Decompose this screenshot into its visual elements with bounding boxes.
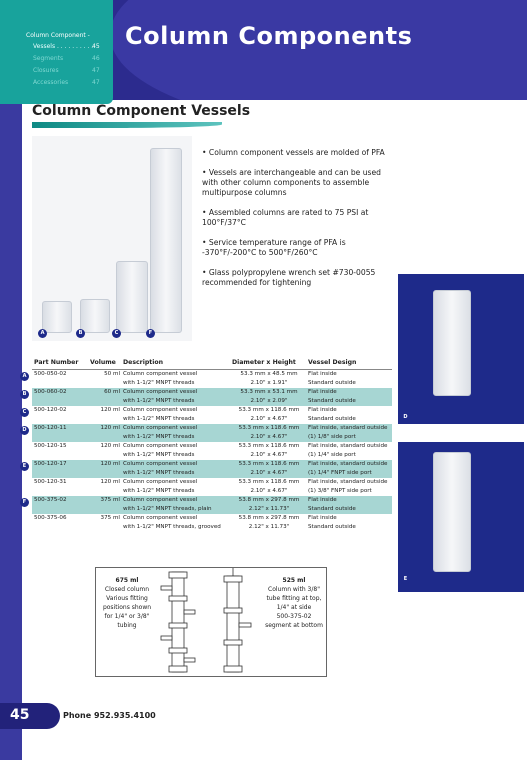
right-column-drawing xyxy=(224,568,251,672)
cell-line: 53.8 mm x 297.8 mm xyxy=(238,497,300,503)
cell-line: Column component vessel xyxy=(123,425,198,431)
table-cell xyxy=(90,460,120,469)
photo-label-e: E xyxy=(401,575,410,584)
photo-label-d: D xyxy=(401,413,410,422)
cell-line: Column component vessel xyxy=(123,371,198,377)
table-cell xyxy=(308,478,392,495)
table-cell xyxy=(34,370,89,379)
vessel-e xyxy=(433,452,471,572)
table-cell xyxy=(90,478,120,487)
row-marker: A xyxy=(20,372,29,381)
table-cell xyxy=(308,496,392,513)
table-row xyxy=(22,406,392,424)
cell-line: 2.10" x 4.67" xyxy=(250,469,288,476)
cell-line: 2.10" x 4.67" xyxy=(250,487,288,494)
diagram-left-line: Closed column xyxy=(104,586,150,593)
table-cell xyxy=(232,478,306,495)
cell-line: with 1-1/2" MNPT threads xyxy=(123,397,195,404)
table-cell xyxy=(34,424,89,433)
cell-line: 500-120-31 xyxy=(34,479,67,485)
row-marker: C xyxy=(20,408,29,417)
table-header xyxy=(32,359,392,370)
column-drawing xyxy=(96,568,326,676)
cell-line: Column component vessel xyxy=(123,479,198,485)
table-cell xyxy=(123,406,229,423)
table-cell xyxy=(34,388,89,397)
cell-line: with 1-1/2" MNPT threads xyxy=(123,415,195,422)
parts-table xyxy=(22,359,392,532)
table-row xyxy=(32,478,392,496)
cell-line: Flat inside, standard outside xyxy=(308,461,388,467)
cell-line: 500-120-15 xyxy=(34,443,67,449)
table-row xyxy=(22,496,392,514)
cell-line: 53.3 mm x 118.6 mm xyxy=(238,425,300,431)
table-cell xyxy=(90,514,120,523)
table-cell xyxy=(232,388,306,405)
header-part-number: Part Number xyxy=(34,359,79,366)
table-cell xyxy=(34,514,89,523)
cell-line: (1) 1/8" side port xyxy=(308,433,356,440)
cell-line: (1) 3/8" FNPT side port xyxy=(308,487,372,494)
menu-item-vessels[interactable]: Vessels . . . . . . . . . . xyxy=(33,43,94,50)
table-cell xyxy=(123,460,229,477)
menu-page-segments: 46 xyxy=(92,55,100,62)
vessel-c xyxy=(116,261,148,333)
cell-line: 120 ml xyxy=(100,407,120,413)
cell-line: 2.12" x 11.73" xyxy=(248,505,290,512)
header-volume: Volume xyxy=(90,359,116,366)
table-cell xyxy=(34,478,89,487)
table-cell xyxy=(123,496,229,513)
table-cell xyxy=(232,406,306,423)
table-cell xyxy=(90,388,120,397)
table-row xyxy=(32,514,392,532)
cell-line: 2.12" x 11.73" xyxy=(248,523,290,530)
menu-page-accessories: 47 xyxy=(92,79,100,86)
table-cell xyxy=(232,424,306,441)
cell-line: 500-120-17 xyxy=(34,461,67,467)
vessel-e-photo xyxy=(398,442,524,592)
cell-line: with 1-1/2" MNPT threads xyxy=(123,451,195,458)
header-design: Vessel Design xyxy=(308,359,357,366)
cell-line: 2.10" x 4.67" xyxy=(250,451,288,458)
cell-line: with 1-1/2" MNPT threads xyxy=(123,433,195,440)
cell-line: (1) 1/4" side port xyxy=(308,451,356,458)
cell-line: Column component vessel xyxy=(123,389,198,395)
cell-line: 53.3 mm x 118.6 mm xyxy=(238,443,300,449)
diagram-left-line: tubing xyxy=(117,622,137,629)
table-cell xyxy=(123,424,229,441)
vessel-b xyxy=(80,299,110,333)
vessel-d xyxy=(433,290,471,396)
diagram-right-line: 500-375-02 xyxy=(276,613,312,620)
vessels-photo xyxy=(32,136,192,341)
section-menu xyxy=(0,0,113,104)
cell-line: 375 ml xyxy=(100,515,120,521)
menu-heading: Column Component - xyxy=(26,32,90,39)
cell-line: 2.10" x 2.09" xyxy=(250,397,288,404)
cell-line: Flat inside xyxy=(308,371,337,377)
table-cell xyxy=(90,424,120,433)
page-number: 45 xyxy=(10,707,30,723)
vessel-d-photo xyxy=(398,274,524,424)
table-row xyxy=(22,388,392,406)
vessel-f xyxy=(150,148,182,333)
table-cell xyxy=(232,496,306,513)
row-marker: E xyxy=(20,462,29,471)
cell-line: 53.3 mm x 53.1 mm xyxy=(240,389,298,395)
table-cell xyxy=(34,460,89,469)
table-cell xyxy=(123,514,229,531)
diagram-left-line: positions shown xyxy=(102,604,152,611)
cell-line: 500-375-02 xyxy=(34,497,67,503)
menu-item-accessories[interactable]: Accessories xyxy=(33,79,69,86)
table-cell xyxy=(308,442,392,459)
table-cell xyxy=(308,406,392,423)
table-row xyxy=(32,442,392,460)
menu-item-closures[interactable]: Closures xyxy=(33,67,59,74)
diagram-left-line: for 1/4" or 3/8" xyxy=(104,613,150,620)
cell-line: Standard outside xyxy=(308,523,356,530)
cell-line: 53.3 mm x 118.6 mm xyxy=(238,461,300,467)
left-column-drawing xyxy=(161,572,195,672)
photo-label-c: C xyxy=(112,329,121,338)
table-cell xyxy=(308,388,392,405)
cell-line: with 1-1/2" MNPT threads xyxy=(123,379,195,386)
table-body xyxy=(22,370,392,532)
cell-line: 120 ml xyxy=(100,443,120,449)
header-dimensions: Diameter x Height xyxy=(232,359,296,366)
cell-line: with 1-1/2" MNPT threads, plain xyxy=(123,505,212,512)
feature-item: • Assembled columns are rated to 75 PSI at 100°F/37°C xyxy=(202,208,369,227)
table-cell xyxy=(232,442,306,459)
header-swoosh xyxy=(110,0,527,100)
menu-page-closures: 47 xyxy=(92,67,100,74)
cell-line: Column component vessel xyxy=(123,461,198,467)
cell-line: 53.8 mm x 297.8 mm xyxy=(238,515,300,521)
feature-item: • Column component vessels are molded of PFA xyxy=(202,148,385,157)
table-cell xyxy=(232,370,306,387)
table-cell xyxy=(34,442,89,451)
cell-line: with 1-1/2" MNPT threads, grooved xyxy=(123,523,221,530)
diagram-right-line: Column with 3/8" xyxy=(268,586,320,593)
row-marker: F xyxy=(20,498,29,507)
cell-line: 60 ml xyxy=(104,389,120,395)
table-cell xyxy=(308,460,392,477)
diagram-right-line: 1/4" at side xyxy=(276,604,312,611)
diagram-left-title: 675 ml xyxy=(115,577,139,584)
cell-line: 120 ml xyxy=(100,425,120,431)
cell-line: with 1-1/2" MNPT threads xyxy=(123,487,195,494)
left-strip xyxy=(0,100,22,760)
cell-line: 500-375-06 xyxy=(34,515,67,521)
cell-line: Standard outside xyxy=(308,505,356,512)
cell-line: 2.10" x 4.67" xyxy=(250,415,288,422)
cell-line: 53.3 mm x 118.6 mm xyxy=(238,479,300,485)
cell-line: Flat inside xyxy=(308,515,337,521)
table-cell xyxy=(90,496,120,505)
table-cell xyxy=(123,442,229,459)
cell-line: Flat inside, standard outside xyxy=(308,479,388,485)
table-cell xyxy=(123,388,229,405)
cell-line: Column component vessel xyxy=(123,497,198,503)
page-number-tab xyxy=(0,703,60,729)
table-row xyxy=(22,460,392,478)
cell-line: 120 ml xyxy=(100,479,120,485)
table-cell xyxy=(308,370,392,387)
cell-line: Standard outside xyxy=(308,415,356,422)
table-cell xyxy=(232,514,306,531)
column-diagram xyxy=(95,567,327,677)
cell-line: 500-050-02 xyxy=(34,371,67,377)
feature-item: • Service temperature range of PFA is -370°F/-200°C to 500°F/260°C xyxy=(202,238,346,257)
vessel-a xyxy=(42,301,72,333)
table-cell xyxy=(90,370,120,379)
cell-line: 375 ml xyxy=(100,497,120,503)
page-title: Column Components xyxy=(125,22,413,50)
table-cell xyxy=(308,424,392,441)
cell-line: Flat inside, standard outside xyxy=(308,425,388,431)
cell-line: (1) 1/4" FNPT side port xyxy=(308,469,372,476)
phone-number: Phone 952.935.4100 xyxy=(63,711,156,720)
cell-line: Flat inside xyxy=(308,407,337,413)
photo-label-a: A xyxy=(38,329,47,338)
cell-line: 500-120-02 xyxy=(34,407,67,413)
photo-label-b: B xyxy=(76,329,85,338)
cell-line: Column component vessel xyxy=(123,407,198,413)
table-cell xyxy=(308,514,392,531)
diagram-right-line: segment at bottom xyxy=(265,622,323,629)
cell-line: 50 ml xyxy=(104,371,120,377)
diagram-right-title: 525 ml xyxy=(282,577,306,584)
section-underline xyxy=(32,122,222,128)
table-cell xyxy=(232,460,306,477)
header-description: Description xyxy=(123,359,164,366)
cell-line: Column component vessel xyxy=(123,443,198,449)
cell-line: Column component vessel xyxy=(123,515,198,521)
cell-line: 53.3 mm x 48.5 mm xyxy=(240,371,298,377)
cell-line: with 1-1/2" MNPT threads xyxy=(123,469,195,476)
feature-item: • Glass polypropylene wrench set #730-0055 recommended for tightening xyxy=(202,268,376,287)
table-cell xyxy=(90,442,120,451)
cell-line: Standard outside xyxy=(308,379,356,386)
cell-line: 500-120-11 xyxy=(34,425,67,431)
table-cell xyxy=(34,406,89,415)
cell-line: Flat inside xyxy=(308,497,337,503)
cell-line: 2.10" x 4.67" xyxy=(250,433,288,440)
row-marker: B xyxy=(20,390,29,399)
table-row xyxy=(22,424,392,442)
photo-label-f: F xyxy=(146,329,155,338)
cell-line: Flat inside, standard outside xyxy=(308,443,388,449)
diagram-right-line: tube fitting at top, xyxy=(266,595,322,602)
cell-line: 53.3 mm x 118.6 mm xyxy=(238,407,300,413)
cell-line: 120 ml xyxy=(100,461,120,467)
table-cell xyxy=(90,406,120,415)
diagram-left-line: Various fitting xyxy=(106,595,148,602)
feature-list xyxy=(202,148,392,298)
cell-line: Standard outside xyxy=(308,397,356,404)
row-marker: D xyxy=(20,426,29,435)
menu-item-segments[interactable]: Segments xyxy=(33,55,64,62)
cell-line: Flat inside xyxy=(308,389,337,395)
table-cell xyxy=(123,370,229,387)
table-cell xyxy=(123,478,229,495)
section-title: Column Component Vessels xyxy=(32,103,251,119)
cell-line: 500-060-02 xyxy=(34,389,67,395)
table-cell xyxy=(34,496,89,505)
feature-item: • Vessels are interchangeable and can be used with other column components to assemble multipurpose columns xyxy=(202,168,382,197)
menu-page-vessels: 45 xyxy=(92,43,100,50)
cell-line: 2.10" x 1.91" xyxy=(250,379,288,386)
table-row xyxy=(22,370,392,388)
